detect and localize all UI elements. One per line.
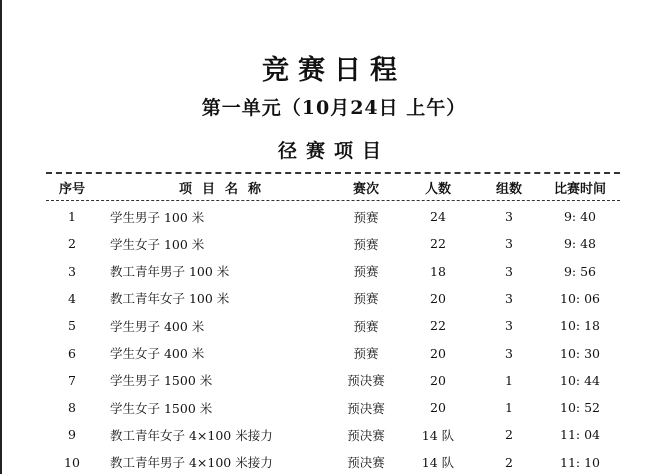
row-groups: 3: [505, 318, 513, 334]
table-row: [46, 312, 620, 339]
table-row: [46, 394, 620, 421]
row-count: 20: [430, 372, 446, 388]
row-no: 10: [64, 454, 80, 470]
row-name: 学生女子 400 米: [110, 346, 205, 361]
row-no: 2: [68, 236, 76, 252]
table-header-rule: [46, 200, 620, 201]
row-groups: 3: [505, 345, 513, 361]
row-groups: 1: [505, 372, 513, 388]
row-count: 14 队: [421, 427, 455, 443]
table-header-row: [46, 176, 620, 198]
row-no: 8: [68, 400, 76, 416]
row-round: 预赛: [353, 346, 379, 361]
table-row: [46, 203, 620, 230]
row-name: 学生男子 400 米: [110, 318, 205, 334]
table-row: [46, 421, 620, 448]
row-no: 5: [68, 318, 76, 334]
document-subtitle: 第一单元（10月24日 上午）: [201, 97, 467, 119]
row-no: 3: [68, 263, 76, 279]
row-no: 6: [68, 345, 76, 361]
row-no: 7: [68, 372, 76, 388]
row-time: 10: 44: [560, 372, 600, 388]
table-row: [46, 285, 620, 312]
row-round: 预决赛: [347, 373, 385, 389]
row-time: 10: 30: [560, 345, 600, 361]
table-row: [46, 367, 620, 394]
row-round: 预赛: [353, 264, 379, 280]
row-name: 学生男子 1500 米: [110, 373, 213, 389]
row-time: 9: 48: [563, 236, 597, 252]
header-round: 赛次: [352, 181, 379, 197]
row-count: 20: [430, 400, 446, 416]
row-groups: 2: [505, 427, 513, 443]
row-round: 预赛: [353, 291, 379, 307]
header-no: 序号: [58, 181, 85, 197]
row-count: 18: [430, 263, 446, 279]
table-row: [46, 340, 620, 367]
row-time: 10: 18: [560, 318, 600, 334]
table-row: [46, 258, 620, 285]
row-time: 11: 04: [560, 427, 600, 443]
row-count: 20: [430, 345, 446, 361]
row-time: 10: 06: [560, 290, 600, 306]
row-groups: 3: [505, 290, 513, 306]
row-time: 10: 52: [560, 400, 600, 416]
row-name: 教工青年女子 100 米: [110, 291, 230, 307]
row-groups: 3: [505, 263, 513, 279]
header-name: 项目名称: [178, 181, 271, 197]
row-name: 教工青年女子 4×100 米接力: [110, 427, 273, 443]
header-time: 比赛时间: [553, 181, 606, 197]
row-name: 教工青年男子 4×100 米接力: [110, 455, 273, 471]
row-round: 预决赛: [347, 427, 385, 443]
row-time: 9: 56: [563, 263, 597, 279]
table-row: [46, 230, 620, 257]
row-count: 22: [430, 236, 446, 252]
table-top-rule: [46, 172, 620, 174]
header-groups: 组数: [495, 181, 522, 197]
row-groups: 3: [505, 209, 513, 224]
row-groups: 2: [505, 454, 513, 470]
row-time: 11: 10: [560, 454, 600, 470]
row-round: 预决赛: [347, 400, 385, 416]
row-name: 教工青年男子 100 米: [110, 264, 230, 280]
table-row: [46, 449, 620, 476]
row-groups: 3: [505, 236, 513, 252]
row-round: 预决赛: [347, 455, 385, 471]
row-no: 9: [68, 427, 76, 443]
row-name: 学生女子 1500 米: [110, 400, 213, 416]
document-title: 竞赛日程: [262, 55, 406, 86]
row-groups: 1: [505, 400, 513, 416]
row-round: 预赛: [353, 318, 379, 334]
row-count: 24: [430, 209, 446, 224]
section-heading: 径赛项目: [277, 140, 390, 162]
row-count: 14 队: [421, 455, 455, 471]
row-name: 学生男子 100 米: [110, 209, 205, 225]
header-count: 人数: [424, 181, 451, 197]
row-count: 20: [430, 290, 446, 306]
row-round: 预赛: [353, 236, 379, 252]
row-count: 22: [430, 318, 446, 334]
row-time: 9: 40: [563, 209, 597, 224]
row-no: 1: [68, 209, 76, 224]
row-name: 学生女子 100 米: [110, 236, 205, 252]
row-no: 4: [68, 290, 76, 306]
row-round: 预赛: [353, 209, 379, 225]
